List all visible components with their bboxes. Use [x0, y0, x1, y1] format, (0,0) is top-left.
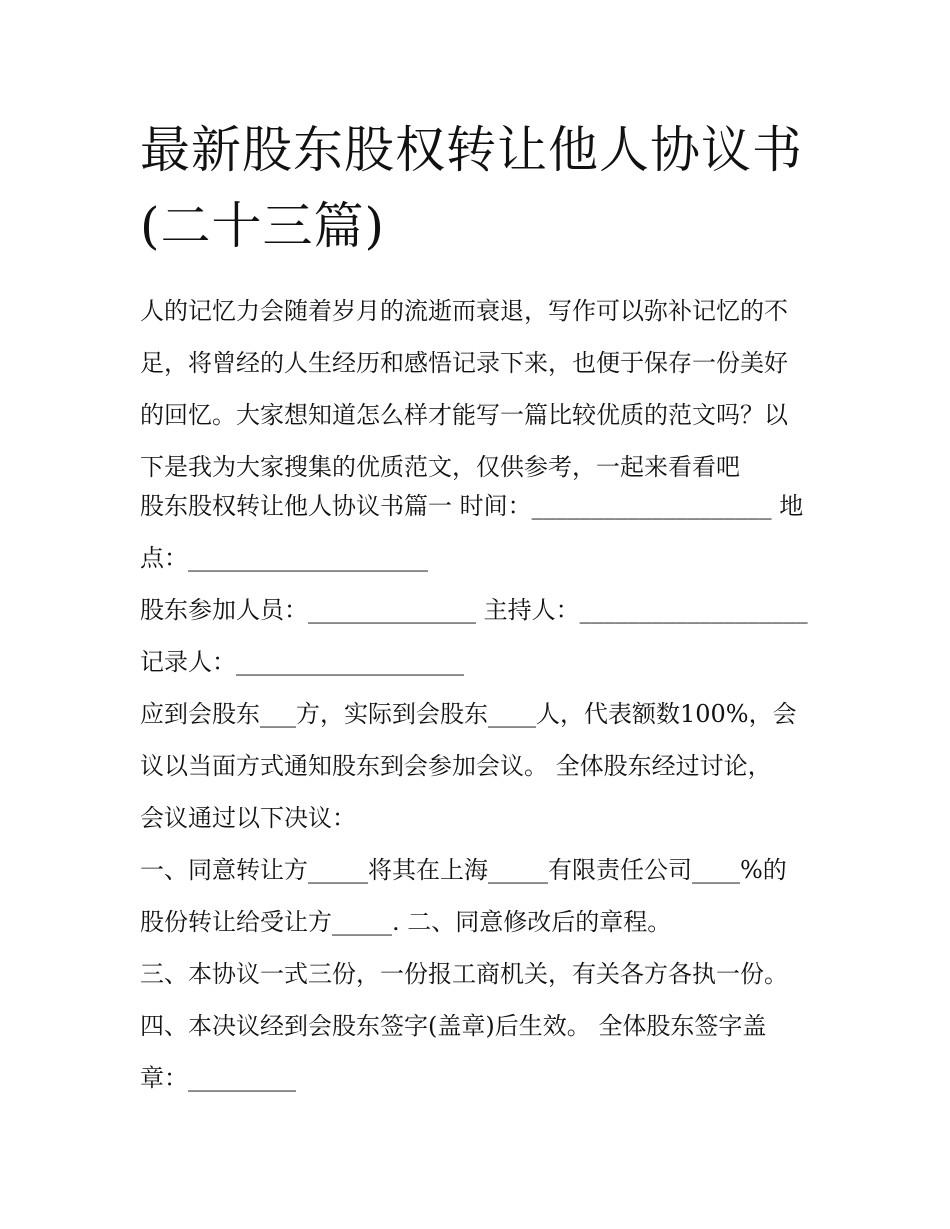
intro-paragraph	[140, 285, 820, 493]
body-line-signature: 章：_________	[140, 1064, 296, 1092]
title-line-1: 最新股东股权转让他人协议书	[140, 121, 803, 179]
body-line-resolution-intro: 会议通过以下决议：	[140, 804, 356, 832]
intro-line: 的回忆。大家想知道怎么样才能写一篇比较优质的范文吗？以	[140, 401, 788, 429]
body-line-time-place: 股东股权转让他人协议书篇一 时间：____________________ 地	[140, 492, 804, 520]
intro-line: 下是我为大家搜集的优质范文，仅供参考，一起来看看吧	[140, 453, 740, 481]
body-line-resolution-3: 三、本协议一式三份，一份报工商机关，有关各方各执一份。	[140, 960, 788, 988]
agreement-body	[140, 480, 820, 1104]
body-line-resolution-1: 一、同意转让方_____将其在上海_____有限责任公司____%的	[140, 856, 787, 884]
body-line-recorder: 记录人：___________________	[140, 648, 464, 676]
body-line-resolution-4: 四、本决议经到会股东签字(盖章)后生效。 全体股东签字盖	[140, 1012, 767, 1040]
body-line-resolution-2: 股份转让给受让方_____. 二、同意修改后的章程。	[140, 908, 672, 936]
body-line-notice: 议以当面方式通知股东到会参加会议。 全体股东经过讨论，	[140, 752, 772, 780]
document-title	[140, 112, 820, 264]
body-line-attendees: 股东参加人员：______________ 主持人：___________________	[140, 596, 808, 624]
body-line-place: 点：____________________	[140, 544, 428, 572]
intro-line: 足，将曾经的人生经历和感悟记录下来，也便于保存一份美好	[140, 349, 788, 377]
intro-line: 人的记忆力会随着岁月的流逝而衰退，写作可以弥补记忆的不	[140, 297, 788, 325]
body-line-attendance: 应到会股东___方，实际到会股东____人，代表额数100%，会	[140, 700, 797, 728]
title-line-2: (二十三篇)	[140, 197, 386, 255]
